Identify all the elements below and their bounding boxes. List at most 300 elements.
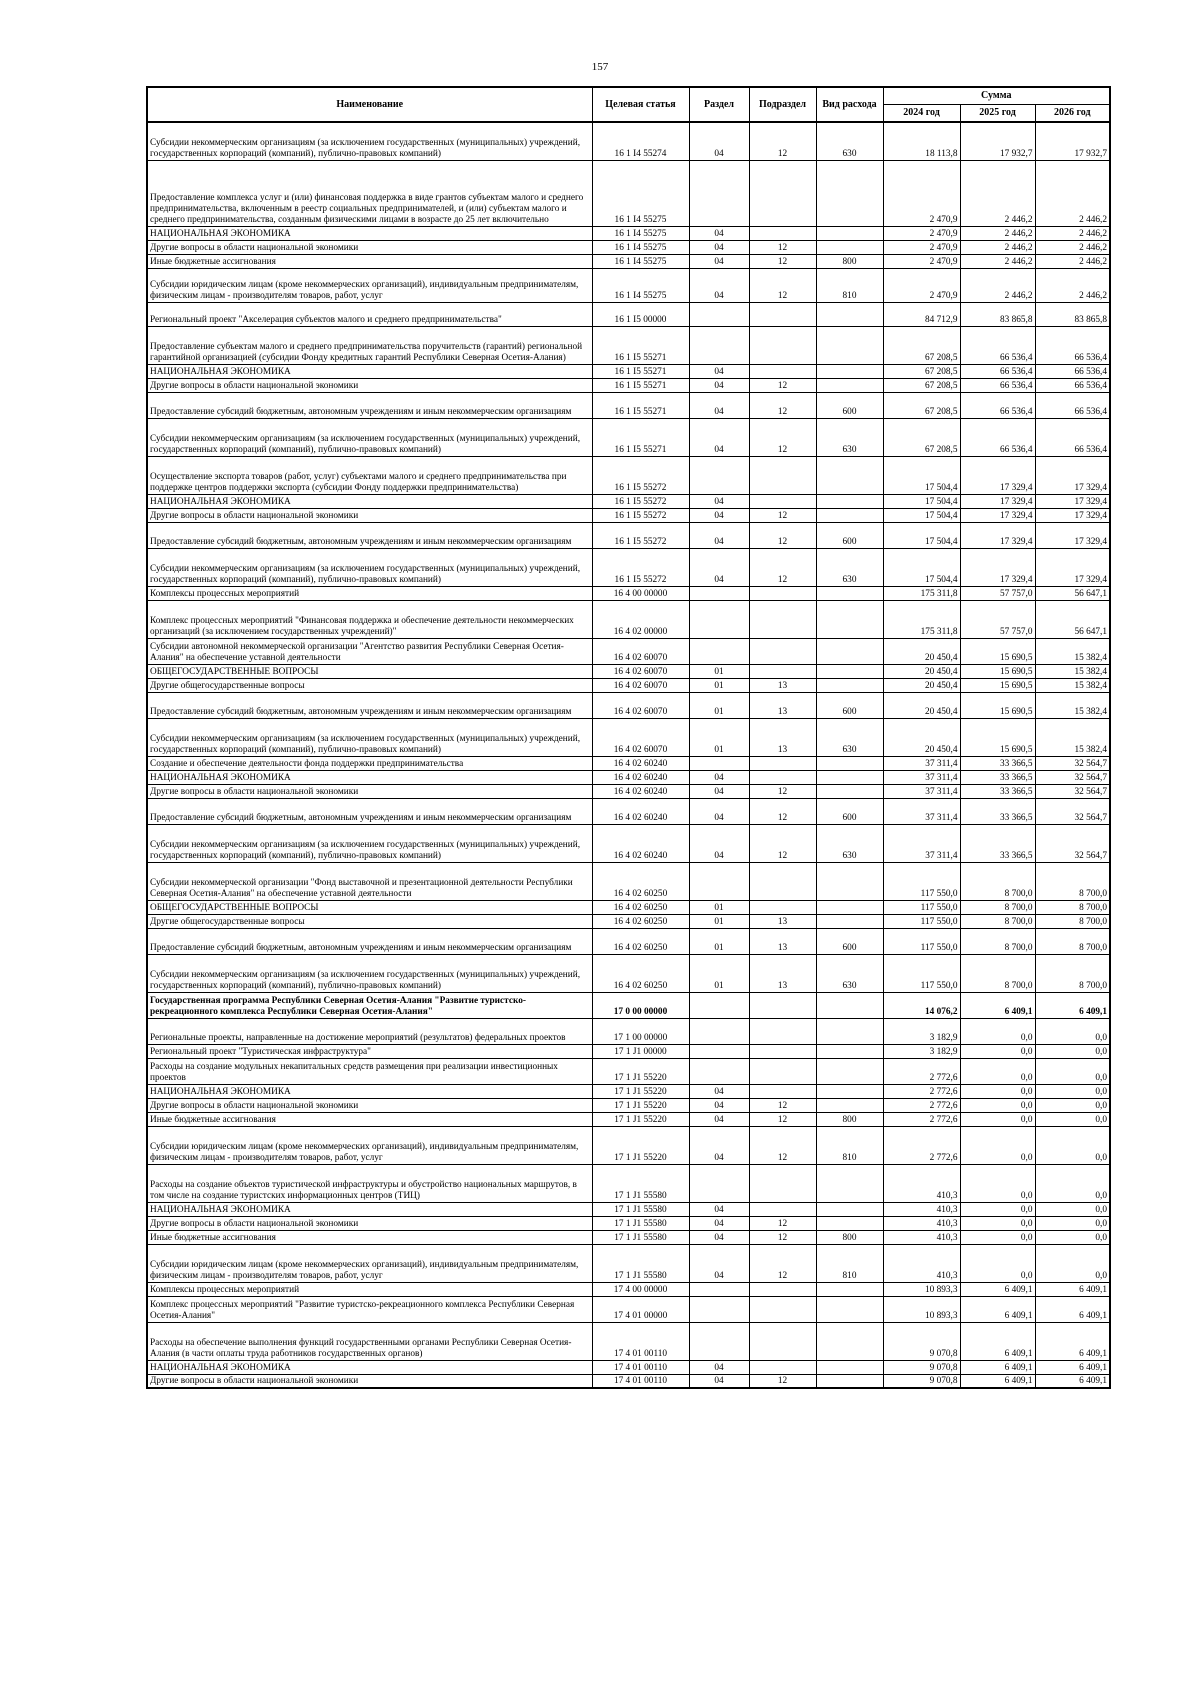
cell-2024: 2 470,9	[883, 254, 960, 268]
cell-subsection: 12	[749, 548, 816, 586]
cell-name: Другие вопросы в области национальной экономики	[147, 1216, 592, 1230]
cell-type: 600	[816, 692, 883, 718]
cell-2025: 33 366,5	[960, 756, 1035, 770]
cell-2026: 6 409,1	[1035, 1360, 1110, 1374]
cell-target: 16 1 I4 55274	[592, 122, 689, 160]
cell-subsection	[749, 1282, 816, 1296]
cell-target: 17 4 01 00110	[592, 1360, 689, 1374]
cell-2024: 67 208,5	[883, 326, 960, 364]
cell-subsection	[749, 1360, 816, 1374]
header-section: Раздел	[689, 87, 749, 122]
cell-section: 04	[689, 798, 749, 824]
cell-2025: 0,0	[960, 1126, 1035, 1164]
cell-type	[816, 1018, 883, 1044]
cell-type: 810	[816, 268, 883, 302]
cell-2025: 66 536,4	[960, 418, 1035, 456]
cell-2025: 2 446,2	[960, 240, 1035, 254]
table-row	[147, 664, 1110, 678]
table-row	[147, 1202, 1110, 1216]
cell-target: 16 1 I5 55271	[592, 392, 689, 418]
cell-2025: 0,0	[960, 1018, 1035, 1044]
cell-target: 17 1 J1 55220	[592, 1112, 689, 1126]
cell-2024: 3 182,9	[883, 1044, 960, 1058]
cell-2024: 117 550,0	[883, 928, 960, 954]
cell-target: 16 4 02 60250	[592, 862, 689, 900]
cell-section	[689, 1322, 749, 1360]
cell-section	[689, 862, 749, 900]
cell-target: 16 4 02 60070	[592, 718, 689, 756]
cell-2025: 8 700,0	[960, 954, 1035, 992]
cell-target: 17 4 01 00110	[592, 1322, 689, 1360]
cell-section	[689, 586, 749, 600]
cell-section: 04	[689, 1216, 749, 1230]
cell-target: 17 1 J1 55220	[592, 1126, 689, 1164]
table-row	[147, 268, 1110, 302]
cell-name: Расходы на создание модульных некапитальных средств размещения при реализации инвестиционных проектов	[147, 1058, 592, 1084]
cell-name: Другие вопросы в области национальной экономики	[147, 784, 592, 798]
cell-target: 17 4 01 00000	[592, 1296, 689, 1322]
cell-2026: 15 382,4	[1035, 664, 1110, 678]
header-subsection: Подраздел	[749, 87, 816, 122]
cell-subsection: 13	[749, 914, 816, 928]
cell-2026: 17 932,7	[1035, 122, 1110, 160]
cell-target: 16 4 02 60070	[592, 638, 689, 664]
table-row	[147, 456, 1110, 494]
cell-type	[816, 378, 883, 392]
cell-target: 16 4 02 60240	[592, 784, 689, 798]
cell-2026: 15 382,4	[1035, 692, 1110, 718]
cell-2025: 17 329,4	[960, 508, 1035, 522]
cell-name: Предоставление субсидий бюджетным, автономным учреждениям и иным некоммерческим организациям	[147, 522, 592, 548]
cell-2025: 66 536,4	[960, 392, 1035, 418]
table-row	[147, 1044, 1110, 1058]
cell-section	[689, 302, 749, 326]
cell-2026: 0,0	[1035, 1164, 1110, 1202]
cell-subsection	[749, 756, 816, 770]
cell-2026: 15 382,4	[1035, 678, 1110, 692]
cell-section: 04	[689, 268, 749, 302]
cell-target: 16 4 02 60250	[592, 954, 689, 992]
cell-2024: 37 311,4	[883, 784, 960, 798]
cell-section: 04	[689, 508, 749, 522]
cell-name: Другие общегосударственные вопросы	[147, 914, 592, 928]
cell-subsection: 13	[749, 678, 816, 692]
cell-2024: 117 550,0	[883, 914, 960, 928]
cell-type: 800	[816, 254, 883, 268]
cell-target: 16 1 I5 00000	[592, 302, 689, 326]
cell-2025: 6 409,1	[960, 1282, 1035, 1296]
cell-subsection	[749, 586, 816, 600]
cell-name: Другие вопросы в области национальной экономики	[147, 378, 592, 392]
table-row	[147, 302, 1110, 326]
cell-type	[816, 664, 883, 678]
table-row	[147, 1322, 1110, 1360]
table-row	[147, 718, 1110, 756]
table-row	[147, 1296, 1110, 1322]
cell-2026: 2 446,2	[1035, 226, 1110, 240]
cell-name: Предоставление комплекса услуг и (или) финансовая поддержка в виде грантов субъектам малого и среднего предпринимательства, включенным в реестр социальных предпринимателей, и (или) субъектам малого и среднего предпринимательства, созданным физическими лицами в возрасте до 25 лет включительно	[147, 160, 592, 226]
cell-2026: 0,0	[1035, 1058, 1110, 1084]
cell-2024: 84 712,9	[883, 302, 960, 326]
cell-subsection	[749, 770, 816, 784]
cell-type: 630	[816, 718, 883, 756]
cell-target: 16 4 02 60250	[592, 928, 689, 954]
cell-2024: 2 470,9	[883, 226, 960, 240]
cell-subsection: 12	[749, 798, 816, 824]
table-row	[147, 364, 1110, 378]
cell-section: 04	[689, 1374, 749, 1388]
budget-table	[146, 86, 1111, 1389]
table-row	[147, 378, 1110, 392]
cell-type	[816, 494, 883, 508]
cell-2024: 2 772,6	[883, 1098, 960, 1112]
cell-2025: 17 329,4	[960, 456, 1035, 494]
cell-2026: 56 647,1	[1035, 600, 1110, 638]
cell-2025: 2 446,2	[960, 268, 1035, 302]
cell-target: 16 1 I5 55271	[592, 326, 689, 364]
table-row	[147, 1164, 1110, 1202]
cell-section: 04	[689, 240, 749, 254]
cell-name: НАЦИОНАЛЬНАЯ ЭКОНОМИКА	[147, 1202, 592, 1216]
cell-section: 01	[689, 928, 749, 954]
cell-2024: 37 311,4	[883, 770, 960, 784]
cell-type	[816, 1044, 883, 1058]
cell-target: 16 1 I4 55275	[592, 268, 689, 302]
cell-2026: 32 564,7	[1035, 770, 1110, 784]
cell-2025: 0,0	[960, 1098, 1035, 1112]
cell-2024: 17 504,4	[883, 548, 960, 586]
cell-name: Предоставление субсидий бюджетным, автономным учреждениям и иным некоммерческим организациям	[147, 392, 592, 418]
table-row	[147, 1058, 1110, 1084]
cell-type	[816, 638, 883, 664]
cell-2025: 8 700,0	[960, 900, 1035, 914]
cell-section: 04	[689, 522, 749, 548]
cell-section	[689, 456, 749, 494]
cell-type: 630	[816, 418, 883, 456]
table-row	[147, 1112, 1110, 1126]
header-name: Наименование	[147, 87, 592, 122]
cell-2025: 2 446,2	[960, 254, 1035, 268]
cell-name: Субсидии некоммерческой организации "Фонд выставочной и презентационной деятельности Республики Северная Осетия-Алания" на обеспечение уставной деятельности	[147, 862, 592, 900]
cell-target: 16 4 02 60240	[592, 770, 689, 784]
cell-subsection: 12	[749, 392, 816, 418]
cell-2025: 6 409,1	[960, 1296, 1035, 1322]
cell-2024: 67 208,5	[883, 364, 960, 378]
table-row	[147, 122, 1110, 160]
cell-2026: 0,0	[1035, 1098, 1110, 1112]
cell-2026: 32 564,7	[1035, 784, 1110, 798]
cell-subsection: 12	[749, 784, 816, 798]
cell-target: 16 1 I4 55275	[592, 160, 689, 226]
cell-type	[816, 240, 883, 254]
cell-subsection	[749, 992, 816, 1018]
cell-section: 01	[689, 900, 749, 914]
cell-name: Региональные проекты, направленные на достижение мероприятий (результатов) федеральных проектов	[147, 1018, 592, 1044]
cell-2025: 33 366,5	[960, 798, 1035, 824]
cell-2025: 57 757,0	[960, 600, 1035, 638]
header-2025: 2025 год	[960, 105, 1035, 123]
cell-subsection	[749, 638, 816, 664]
cell-2026: 2 446,2	[1035, 160, 1110, 226]
cell-type	[816, 302, 883, 326]
page-number: 157	[591, 61, 609, 73]
cell-name: Другие вопросы в области национальной экономики	[147, 1374, 592, 1388]
cell-subsection	[749, 664, 816, 678]
cell-2024: 2 772,6	[883, 1058, 960, 1084]
cell-type	[816, 1058, 883, 1084]
cell-target: 16 1 I5 55272	[592, 508, 689, 522]
cell-2026: 0,0	[1035, 1112, 1110, 1126]
cell-2025: 0,0	[960, 1230, 1035, 1244]
cell-type	[816, 1282, 883, 1296]
cell-section: 04	[689, 494, 749, 508]
cell-subsection: 12	[749, 1098, 816, 1112]
cell-section: 04	[689, 1126, 749, 1164]
cell-target: 16 1 I4 55275	[592, 226, 689, 240]
cell-subsection	[749, 226, 816, 240]
cell-name: Субсидии юридическим лицам (кроме некоммерческих организаций), индивидуальным предпринимателям, физическим лицам - производителям товаров, работ, услуг	[147, 1244, 592, 1282]
cell-name: Расходы на обеспечение выполнения функций государственными органами Республики Северная Осетия-Алания (в части оплаты труда работников государственных органов)	[147, 1322, 592, 1360]
cell-subsection	[749, 302, 816, 326]
cell-2025: 0,0	[960, 1216, 1035, 1230]
cell-name: Региональный проект "Туристическая инфраструктура"	[147, 1044, 592, 1058]
cell-name: НАЦИОНАЛЬНАЯ ЭКОНОМИКА	[147, 770, 592, 784]
cell-2026: 66 536,4	[1035, 392, 1110, 418]
cell-2026: 2 446,2	[1035, 240, 1110, 254]
cell-section	[689, 160, 749, 226]
cell-2026: 15 382,4	[1035, 638, 1110, 664]
cell-2024: 2 470,9	[883, 240, 960, 254]
cell-2026: 2 446,2	[1035, 254, 1110, 268]
cell-section: 04	[689, 392, 749, 418]
cell-section: 04	[689, 548, 749, 586]
cell-target: 16 4 02 60240	[592, 798, 689, 824]
cell-name: Субсидии некоммерческим организациям (за исключением государственных (муниципальных) учреждений, государственных корпораций (компаний), публично-правовых компаний)	[147, 122, 592, 160]
cell-type: 630	[816, 122, 883, 160]
cell-2025: 33 366,5	[960, 824, 1035, 862]
table-row	[147, 1084, 1110, 1098]
cell-target: 16 4 02 00000	[592, 600, 689, 638]
table-row	[147, 756, 1110, 770]
cell-subsection	[749, 364, 816, 378]
cell-target: 16 4 02 60250	[592, 914, 689, 928]
cell-2026: 66 536,4	[1035, 326, 1110, 364]
cell-target: 16 4 02 60070	[592, 692, 689, 718]
table-row	[147, 692, 1110, 718]
cell-2025: 15 690,5	[960, 664, 1035, 678]
cell-2024: 37 311,4	[883, 756, 960, 770]
cell-type: 800	[816, 1230, 883, 1244]
cell-2025: 33 366,5	[960, 770, 1035, 784]
cell-section: 04	[689, 418, 749, 456]
cell-name: Комплекс процессных мероприятий "Финансовая поддержка и обеспечение деятельности некоммерческих организаций (за исключением государственных учреждений)"	[147, 600, 592, 638]
cell-name: НАЦИОНАЛЬНАЯ ЭКОНОМИКА	[147, 226, 592, 240]
cell-type	[816, 160, 883, 226]
cell-2025: 6 409,1	[960, 992, 1035, 1018]
cell-section	[689, 1044, 749, 1058]
cell-subsection	[749, 1202, 816, 1216]
cell-2026: 32 564,7	[1035, 824, 1110, 862]
cell-2025: 15 690,5	[960, 638, 1035, 664]
table-row	[147, 954, 1110, 992]
cell-type	[816, 914, 883, 928]
cell-type: 810	[816, 1126, 883, 1164]
cell-section: 04	[689, 1098, 749, 1112]
cell-name: Комплекс процессных мероприятий "Развитие туристско-рекреационного комплекса Республики Северная Осетия-Алания"	[147, 1296, 592, 1322]
table-row	[147, 992, 1110, 1018]
table-row	[147, 1098, 1110, 1112]
cell-name: Предоставление субъектам малого и среднего предпринимательства поручительств (гарантий) региональной гарантийной организацией (субсидии Фонду кредитных гарантий Республики Северная Осетия-Алания)	[147, 326, 592, 364]
cell-2026: 0,0	[1035, 1018, 1110, 1044]
cell-name: Субсидии некоммерческим организациям (за исключением государственных (муниципальных) учреждений, государственных корпораций (компаний), публично-правовых компаний)	[147, 824, 592, 862]
cell-2026: 6 409,1	[1035, 1374, 1110, 1388]
cell-subsection	[749, 1296, 816, 1322]
cell-name: ОБЩЕГОСУДАРСТВЕННЫЕ ВОПРОСЫ	[147, 900, 592, 914]
cell-target: 16 1 I5 55272	[592, 494, 689, 508]
cell-name: Предоставление субсидий бюджетным, автономным учреждениям и иным некоммерческим организациям	[147, 928, 592, 954]
table-row	[147, 1360, 1110, 1374]
cell-2026: 0,0	[1035, 1044, 1110, 1058]
cell-2026: 66 536,4	[1035, 378, 1110, 392]
cell-section	[689, 756, 749, 770]
cell-name: Предоставление субсидий бюджетным, автономным учреждениям и иным некоммерческим организациям	[147, 798, 592, 824]
cell-subsection: 12	[749, 268, 816, 302]
cell-name: Другие общегосударственные вопросы	[147, 678, 592, 692]
cell-section: 01	[689, 954, 749, 992]
table-row	[147, 1282, 1110, 1296]
cell-type	[816, 508, 883, 522]
cell-2025: 8 700,0	[960, 862, 1035, 900]
cell-2024: 9 070,8	[883, 1322, 960, 1360]
cell-type	[816, 600, 883, 638]
cell-name: Государственная программа Республики Северная Осетия-Алания "Развитие туристско-рекреационного комплекса Республики Северная Осетия-Алания"	[147, 992, 592, 1018]
table-row	[147, 1018, 1110, 1044]
cell-2024: 67 208,5	[883, 378, 960, 392]
cell-subsection	[749, 1084, 816, 1098]
cell-subsection: 13	[749, 718, 816, 756]
cell-2024: 117 550,0	[883, 900, 960, 914]
cell-section	[689, 600, 749, 638]
cell-2024: 67 208,5	[883, 418, 960, 456]
cell-2025: 17 329,4	[960, 494, 1035, 508]
cell-type	[816, 1360, 883, 1374]
cell-type: 600	[816, 392, 883, 418]
cell-2024: 175 311,8	[883, 600, 960, 638]
table-row	[147, 326, 1110, 364]
cell-section: 04	[689, 1360, 749, 1374]
cell-name: НАЦИОНАЛЬНАЯ ЭКОНОМИКА	[147, 494, 592, 508]
cell-target: 17 0 00 00000	[592, 992, 689, 1018]
cell-2026: 17 329,4	[1035, 508, 1110, 522]
table-row	[147, 784, 1110, 798]
cell-name: НАЦИОНАЛЬНАЯ ЭКОНОМИКА	[147, 1084, 592, 1098]
cell-subsection	[749, 160, 816, 226]
cell-2025: 2 446,2	[960, 226, 1035, 240]
cell-2024: 410,3	[883, 1202, 960, 1216]
cell-2024: 14 076,2	[883, 992, 960, 1018]
cell-target: 17 1 J1 55580	[592, 1216, 689, 1230]
cell-2026: 32 564,7	[1035, 756, 1110, 770]
table-row	[147, 240, 1110, 254]
cell-2026: 17 329,4	[1035, 456, 1110, 494]
cell-2026: 8 700,0	[1035, 900, 1110, 914]
cell-subsection: 12	[749, 240, 816, 254]
cell-2025: 8 700,0	[960, 928, 1035, 954]
cell-subsection	[749, 1058, 816, 1084]
table-row	[147, 522, 1110, 548]
cell-section: 04	[689, 364, 749, 378]
cell-type: 630	[816, 548, 883, 586]
cell-subsection: 12	[749, 418, 816, 456]
cell-section: 01	[689, 718, 749, 756]
table-row	[147, 494, 1110, 508]
cell-name: Субсидии некоммерческим организациям (за исключением государственных (муниципальных) учреждений, государственных корпораций (компаний), публично-правовых компаний)	[147, 718, 592, 756]
table-row	[147, 392, 1110, 418]
cell-2024: 10 893,3	[883, 1296, 960, 1322]
cell-2024: 17 504,4	[883, 508, 960, 522]
cell-target: 16 1 I5 55271	[592, 418, 689, 456]
cell-2024: 410,3	[883, 1216, 960, 1230]
cell-section: 04	[689, 122, 749, 160]
table-row	[147, 254, 1110, 268]
header-type: Вид расхода	[816, 87, 883, 122]
cell-name: Иные бюджетные ассигнования	[147, 1112, 592, 1126]
cell-type	[816, 326, 883, 364]
cell-name: Осуществление экспорта товаров (работ, услуг) субъектами малого и среднего предпринимательства при поддержке центров поддержки экспорта (субсидии Фонду поддержки предпринимательства)	[147, 456, 592, 494]
cell-2026: 0,0	[1035, 1126, 1110, 1164]
cell-subsection: 12	[749, 1374, 816, 1388]
cell-target: 17 1 J1 55580	[592, 1164, 689, 1202]
cell-name: Другие вопросы в области национальной экономики	[147, 508, 592, 522]
cell-subsection: 12	[749, 122, 816, 160]
cell-subsection	[749, 456, 816, 494]
cell-target: 17 4 01 00110	[592, 1374, 689, 1388]
cell-target: 16 1 I4 55275	[592, 240, 689, 254]
cell-section: 04	[689, 1112, 749, 1126]
table-row	[147, 862, 1110, 900]
cell-type: 600	[816, 522, 883, 548]
cell-section: 04	[689, 254, 749, 268]
cell-type: 600	[816, 928, 883, 954]
cell-target: 17 1 J1 55220	[592, 1098, 689, 1112]
cell-name: НАЦИОНАЛЬНАЯ ЭКОНОМИКА	[147, 364, 592, 378]
cell-target: 16 1 I5 55272	[592, 548, 689, 586]
cell-2024: 2 772,6	[883, 1112, 960, 1126]
cell-2024: 175 311,8	[883, 586, 960, 600]
cell-section: 01	[689, 914, 749, 928]
table-row	[147, 798, 1110, 824]
cell-type	[816, 1322, 883, 1360]
cell-subsection	[749, 326, 816, 364]
table-row	[147, 226, 1110, 240]
cell-subsection: 13	[749, 954, 816, 992]
cell-2024: 20 450,4	[883, 692, 960, 718]
cell-2024: 117 550,0	[883, 862, 960, 900]
cell-type	[816, 784, 883, 798]
cell-2026: 32 564,7	[1035, 798, 1110, 824]
cell-subsection	[749, 862, 816, 900]
cell-2026: 0,0	[1035, 1202, 1110, 1216]
cell-2026: 0,0	[1035, 1216, 1110, 1230]
cell-2024: 17 504,4	[883, 522, 960, 548]
cell-2026: 8 700,0	[1035, 914, 1110, 928]
cell-target: 17 1 00 00000	[592, 1018, 689, 1044]
cell-2024: 17 504,4	[883, 494, 960, 508]
cell-2024: 18 113,8	[883, 122, 960, 160]
cell-subsection: 12	[749, 1126, 816, 1164]
cell-type	[816, 900, 883, 914]
cell-2025: 6 409,1	[960, 1374, 1035, 1388]
